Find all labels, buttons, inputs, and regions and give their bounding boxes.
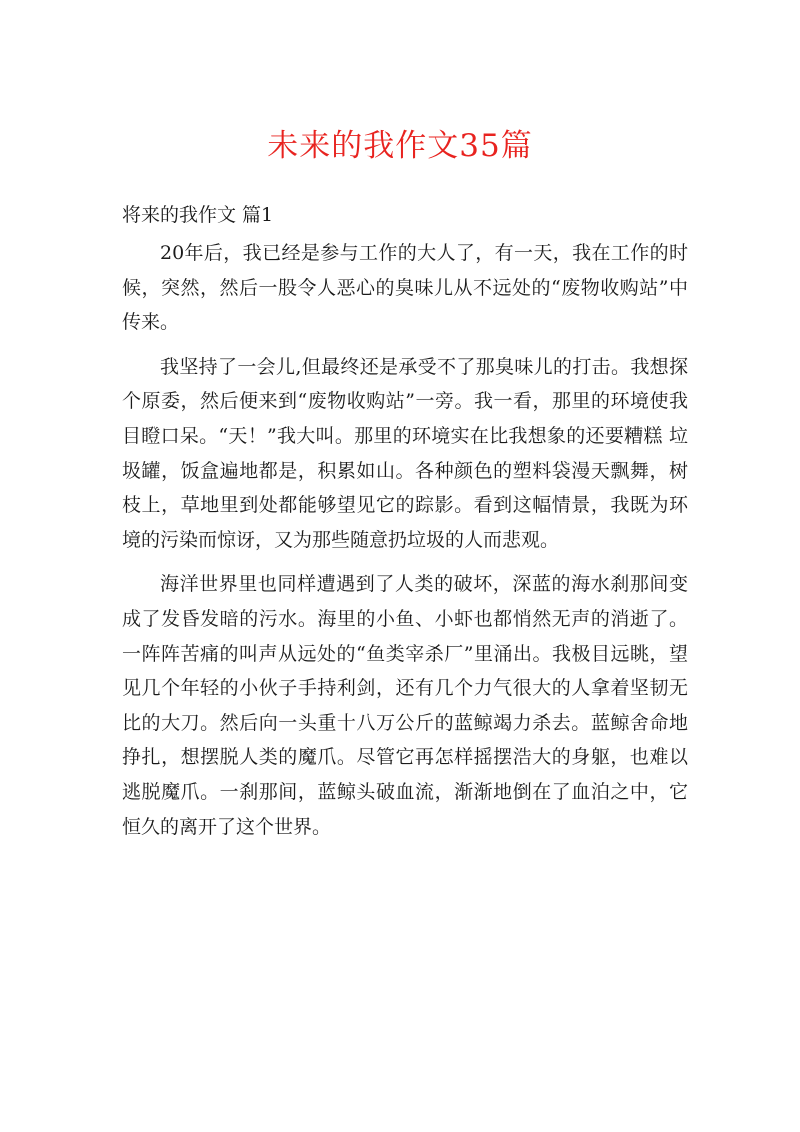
essay-body bbox=[122, 236, 688, 844]
document-title: 未来的我作文35篇 bbox=[267, 128, 533, 164]
paragraph-3: 海洋世界里也同样遭遇到了人类的破坏，深蓝的海水刹那间变成了发昏发暗的污水。海里的小鱼、小虾也都悄然无声的消逝了。一阵阵苦痛的叫声从远处的“鱼类宰杀厂”里涌出。我极目远眺，望见几个年轻的小伙子手持利剑，还有几个力气很大的人拿着坚韧无比的大刀。然后向一头重十八万公斤的蓝鲸竭力杀去。蓝鲸舍命地挣扎，想摆脱人类的魔爪。尽管它再怎样摇摆浩大的身躯，也难以逃脱魔爪。一刹那间，蓝鲸头破血流，渐渐地倒在了血泊之中，它恒久的离开了这个世界。 bbox=[122, 573, 688, 838]
paragraph-2: 我坚持了一会儿,但最终还是承受不了那臭味儿的打击。我想探个原委，然后便来到“废物收购站”一旁。我一看，那里的环境使我目瞪口呆。“天！”我大叫。那里的环境实在比我想象的还要糟糕 垃圾罐，饭盒遍地都是，积累如山。各种颜色的塑料袋漫天飘舞，树枝上，草地里到处都能够望见它的踪影。看到这幅情景，我既为环境的污染而惊讶，又为那些随意扔垃圾的人而悲观。 bbox=[122, 355, 688, 551]
paragraph-1: 20年后，我已经是参与工作的大人了，有一天，我在工作的时候，突然，然后一股令人恶心的臭味儿从不远处的“废物收购站”中传来。 bbox=[122, 242, 688, 334]
section-heading: 将来的我作文 篇1 bbox=[122, 204, 274, 226]
